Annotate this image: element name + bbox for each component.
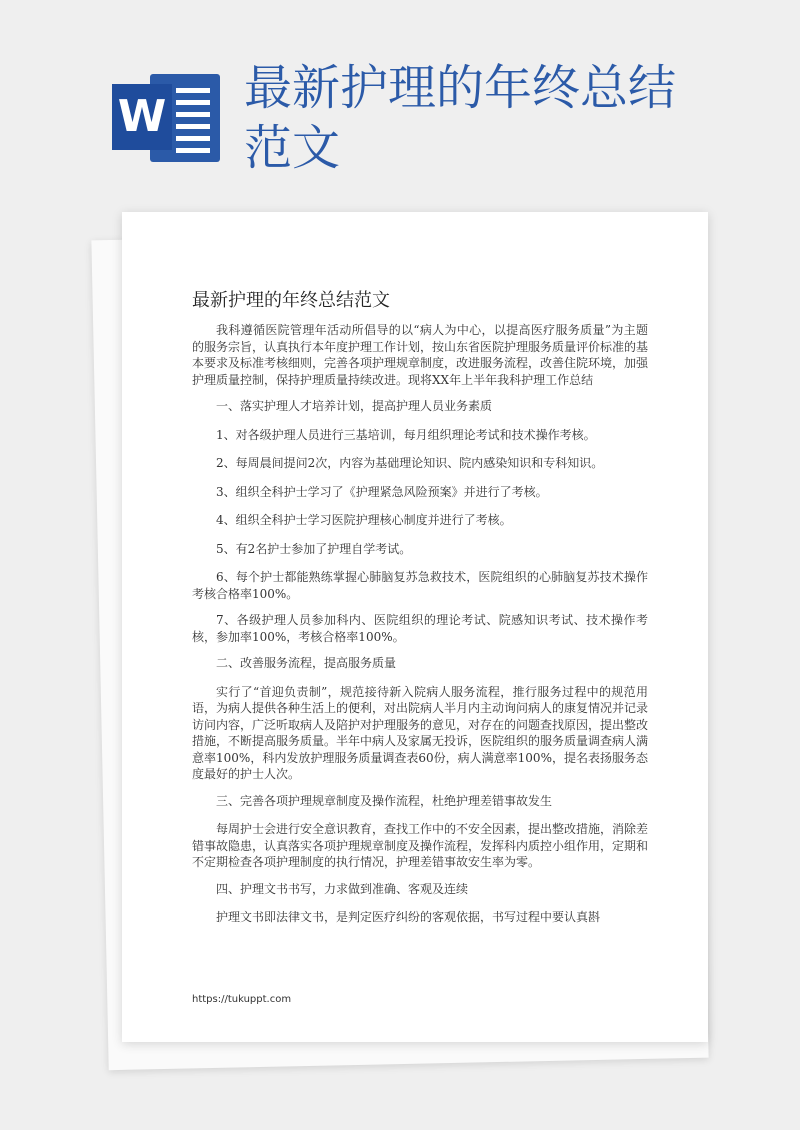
document-title: 最新护理的年终总结范文 [192,290,390,311]
section-heading: 二、改善服务流程，提高服务质量 [216,656,397,670]
list-item: 3、组织全科护士学习了《护理紧急风险预案》并进行了考核。 [216,484,548,499]
footer-url: https://tukuppt.com [192,994,292,1005]
section-heading: 一、落实护理人才培养计划，提高护理人员业务素质 [216,399,493,413]
section-heading: 三、完善各项护理规章制度及操作流程，杜绝护理差错事故发生 [216,793,553,808]
document-page [122,212,708,1042]
list-item: 4、组织全科护士学习医院护理核心制度并进行了考核。 [216,513,512,527]
paragraph: 实行了“首迎负责制”，规范接待新入院病人服务流程，推行服务过程中的规范用语，为病人提供各种生活上的便利，对出院病人半月内主动询问病人的康复情况并记录访问内容，广泛听取病人及陪护对护理服务的意见，对存在的问题查找原因，提出整改措施，不断提高服务质量。半年中病人及家属无投诉，医院组织的服务质量调查病人满意率100%，科内发放护理服务质量调查表60份，病人满意率100%，提名表扬服务态度最好的护士人次。 [192,684,648,781]
paragraph: 每周护士会进行安全意识教育，查找工作中的不安全因素，提出整改措施，消除差错事故隐患，认真落实各项护理规章制度及操作流程，发挥科内质控小组作用，定期和不定期检查各项护理制度的执行情况，护理差错事故安生率为零。 [192,822,648,869]
list-item: 6、每个护士都能熟练掌握心肺脑复苏急救技术，医院组织的心肺脑复苏技术操作考核合格率100%。 [192,570,648,601]
section-heading: 四、护理文书书写，力求做到准确、客观及连续 [216,881,469,896]
paragraph: 护理文书即法律文书，是判定医疗纠纷的客观依据，书写过程中要认真斟 [216,910,601,924]
paragraph: 我科遵循医院管理年活动所倡导的以“病人为中心，以提高医疗服务质量”为主题的服务宗旨，认真执行本年度护理工作计划，按山东省医院护理服务质量评价标准的基本要求及标准考核细则，完善各项护理规章制度，改进服务流程，改善住院环境，加强护理质量控制，保持护理质量持续改进。现将XX年上半年我科护理工作总结 [192,323,648,387]
header-title: 最新护理的年终总结范文 [244,60,677,176]
word-logo [112,70,220,166]
list-item: 7、各级护理人员参加科内、医院组织的理论考试、院感知识考试、技术操作考核，参加率100%，考核合格率100%。 [192,613,648,644]
list-item: 5、有2名护士参加了护理自学考试。 [216,541,412,556]
document-body [192,322,648,962]
list-item: 2、每周晨间提问2次，内容为基础理论知识、院内感染知识和专科知识。 [216,456,604,470]
word-badge: W [112,84,172,150]
list-item: 1、对各级护理人员进行三基培训，每月组织理论考试和技术操作考核。 [216,427,596,442]
